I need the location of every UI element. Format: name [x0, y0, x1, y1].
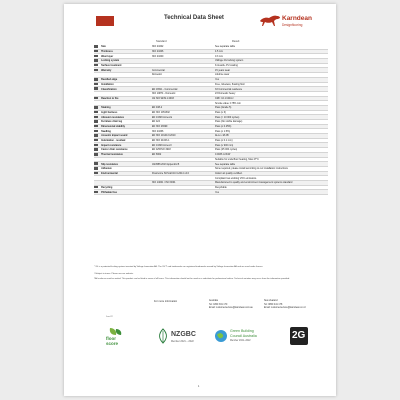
column-header-result: Result	[232, 40, 240, 43]
globe-icon	[214, 329, 228, 343]
floorscore-line1: floor	[106, 336, 116, 341]
spec-property: Environmental	[100, 171, 151, 176]
spec-result: Yes	[214, 77, 328, 82]
spec-result: Pass (Grade 5)	[214, 105, 328, 110]
spec-property: Installation	[100, 82, 151, 87]
spec-property: Staining	[100, 105, 151, 110]
spec-property: Phthalate free	[100, 190, 151, 195]
contact-nz-title: New Zealand	[264, 300, 278, 302]
spec-result: Välinge 2G locking system	[214, 59, 328, 64]
spec-property: Dimensional stability	[100, 124, 151, 129]
spec-result: Compliant low emitting VOC emissions.	[214, 176, 328, 181]
contact-au-tel: Tel: 1800 331 170	[209, 303, 228, 306]
twog-text: 2G	[292, 330, 306, 341]
contact-label: For more information	[154, 300, 178, 303]
property-icon	[94, 78, 98, 80]
nzgbc-logo	[156, 326, 206, 354]
footnote-terms: ¹ Subject to terms. Please see our website.	[94, 273, 134, 275]
fern-icon	[156, 328, 170, 344]
footnote-locking: * 2G is a patented locking system invented by Välinge Innovation AB. The 2G™ and trademarks are registered trademarks owned by Välinge Innovation AB and are used under licence.	[94, 266, 264, 268]
spec-standard: Floorscore SCS-EC10.3-2014 v4.0	[151, 171, 214, 176]
floorscore-logo	[100, 326, 130, 354]
spec-result: Pass (No visible damage)	[214, 120, 328, 125]
spec-result: Pass (≤ 1.5%)	[214, 129, 328, 134]
property-icon	[94, 153, 98, 155]
spec-result: 0.0036 m²K/W	[214, 152, 328, 157]
spec-standard: EN 13329 Annex E	[151, 115, 214, 120]
document-code: Jan-22	[106, 316, 113, 318]
spec-property: Bevelled edge	[100, 77, 151, 82]
property-icon	[94, 83, 98, 85]
spec-standard: EN ISO 105-B02	[151, 110, 214, 115]
spec-property: Adhesive	[100, 166, 151, 171]
spec-standard: EN ISO 10140-3:2010	[151, 134, 214, 139]
floorscore-line2: score	[106, 341, 119, 346]
nzgbc-member: Member 2021 – 2022	[171, 340, 194, 343]
property-icon	[94, 139, 98, 141]
spec-result: See separate table	[214, 45, 328, 49]
property-icon	[94, 172, 98, 174]
spec-standard: EN 438-2	[151, 105, 214, 110]
property-icon	[94, 55, 98, 57]
spec-result: 23 Domestic heavy	[214, 91, 328, 96]
property-icon	[94, 130, 98, 132]
property-icon	[94, 125, 98, 127]
spec-standard: EN ISO 23999	[151, 124, 214, 129]
spec-standard: EN 16511 - Commercial	[151, 87, 214, 92]
spec-standard: EN 425/ISO 4918	[151, 148, 214, 153]
spec-property: Abrasion resistance	[100, 115, 151, 120]
property-icon	[94, 87, 98, 89]
property-icon	[94, 167, 98, 169]
gbca-line1: Green Building	[230, 329, 254, 333]
spec-result: Pass (≤ 0.25%)	[214, 124, 328, 129]
spec-result: 0.3 mm	[214, 54, 328, 59]
spec-result: ΔLw ≥ 18 dB	[214, 134, 328, 139]
property-icon	[94, 69, 98, 71]
spec-result: Pass (≤ 0.1 mm)	[214, 138, 328, 143]
property-icon	[94, 116, 98, 118]
spec-property: Indentation - residual	[100, 138, 151, 143]
spec-standard: EN ISO 24343-1	[151, 138, 214, 143]
spec-result: 15 years wear	[214, 68, 328, 73]
spec-property: Thickness	[100, 49, 151, 54]
spec-property: Surface treatment	[100, 63, 151, 68]
spec-result: Suitable for underfloor heating, Max 27°C	[214, 157, 328, 162]
property-icon	[94, 148, 98, 150]
property-icon	[94, 97, 98, 99]
twog-logo	[290, 326, 310, 354]
column-header-standard: Standard	[156, 40, 167, 43]
brand-color-swatch	[96, 16, 114, 26]
property-icon	[94, 144, 98, 146]
contact-nz-tel: Tel: 0800 441 178	[264, 303, 283, 306]
contact-new-zealand	[264, 300, 306, 311]
spec-property: Slip resistance	[100, 162, 151, 167]
spec-result: Pass (≥ 900 mm)	[214, 143, 328, 148]
spec-result: K-Guard+ PU coating	[214, 63, 328, 68]
spec-result: Pass (≥ 6)	[214, 110, 328, 115]
spec-property: Wear layer	[100, 54, 151, 59]
spec-standard: ISO 24346	[151, 49, 214, 54]
spec-property: Recycling	[100, 185, 151, 190]
data-sheet-page	[64, 4, 336, 396]
spec-result: Manufactured to quality and environment management systems standard	[214, 180, 328, 185]
contact-australia	[209, 300, 253, 311]
spec-result: Free, Glueless, floating floor	[214, 82, 328, 87]
spec-row	[94, 190, 328, 195]
property-icon	[94, 134, 98, 136]
spec-standard: EN 424	[151, 120, 214, 125]
gbca-logo	[214, 326, 276, 354]
property-icon	[94, 64, 98, 66]
spec-result: See separate table	[214, 162, 328, 167]
spec-property: Acoustic impact sound	[100, 134, 151, 139]
karndean-logo	[259, 12, 329, 32]
spec-result: CRF: 10.1 kW/m²	[214, 96, 328, 101]
spec-result: Indoor air quality certified.	[214, 171, 328, 176]
property-icon	[94, 106, 98, 108]
spec-result: Lifetime wear	[214, 73, 328, 78]
spec-result: None required, please install according to our installation instructions	[214, 166, 328, 171]
spec-standard: Domestic	[151, 73, 214, 78]
spec-property: Castor chair resistance	[100, 148, 151, 153]
spec-result: Recyclable	[214, 185, 328, 190]
property-icon	[94, 45, 98, 47]
spec-property: Swelling	[100, 129, 151, 134]
spec-result: 33 Commercial residence	[214, 87, 328, 92]
spec-standard: ISO 10874 - Domestic	[151, 91, 214, 96]
spec-standard: EN 13329 Annex F	[151, 143, 214, 148]
brand-tagline: Designflooring	[282, 23, 303, 27]
spec-table	[94, 45, 328, 195]
property-icon	[94, 162, 98, 164]
spec-result: Smoke value: 175% min	[214, 101, 328, 106]
property-icon	[94, 120, 98, 122]
spec-property: Size	[100, 45, 151, 49]
property-icon	[94, 50, 98, 52]
contact-au-title: Australia	[209, 300, 218, 302]
property-icon	[94, 191, 98, 193]
property-icon	[94, 59, 98, 61]
spec-result: Pass (> 10 000 cycles)	[214, 115, 328, 120]
nzgbc-name: NZGBC	[171, 331, 196, 338]
page-number: 1	[198, 385, 200, 388]
spec-property: Furniture chair leg	[100, 120, 151, 125]
spec-result: Pass (25 000 cycles)	[214, 148, 328, 153]
contact-nz-email: Email: customerservice@karndean.co.nz	[264, 307, 306, 309]
spec-result: 4.5 mm	[214, 49, 328, 54]
spec-standard: Commercial	[151, 68, 214, 73]
spec-standard: AS4586:2013 Appendix B	[151, 162, 214, 167]
greyhound-icon	[259, 12, 281, 28]
page-title: Technical Data Sheet	[164, 15, 224, 21]
spec-result: Yes	[214, 190, 328, 195]
property-icon	[94, 111, 98, 113]
brand-name: Karndean	[282, 15, 312, 22]
gbca-line2: Council Australia	[230, 334, 257, 338]
spec-property: Light fastness	[100, 110, 151, 115]
spec-property: Warranty	[100, 68, 151, 73]
spec-property: Reaction to fire	[100, 96, 151, 101]
contact-au-email: Email: customerservice@karndean.com.au	[209, 307, 253, 309]
spec-standard: ISO 24336	[151, 129, 214, 134]
spec-standard	[151, 190, 214, 195]
spec-standard: AS ISO 9239.1:2003	[151, 96, 214, 101]
spec-property: Impact resistance	[100, 143, 151, 148]
spec-standard: EN 8302	[151, 152, 214, 157]
spec-property: Classification	[100, 87, 151, 92]
spec-property: Thermal resistance	[100, 152, 151, 157]
spec-standard: ISO 24340	[151, 54, 214, 59]
property-icon	[94, 186, 98, 188]
spec-standard: ISO 14001 / ISO 9001	[151, 180, 214, 185]
spec-standard: ISO 24342	[151, 45, 214, 49]
footnote-disclaimer: ² All surfaces must be sealed. This product can be fitted in areas of all forms. This information should not be used as a substitute for professional advice. Technical variation may occur from the information provided.	[94, 278, 290, 280]
gbca-member: Member 2021–2022	[230, 340, 251, 342]
spec-property: Locking system	[100, 59, 151, 64]
